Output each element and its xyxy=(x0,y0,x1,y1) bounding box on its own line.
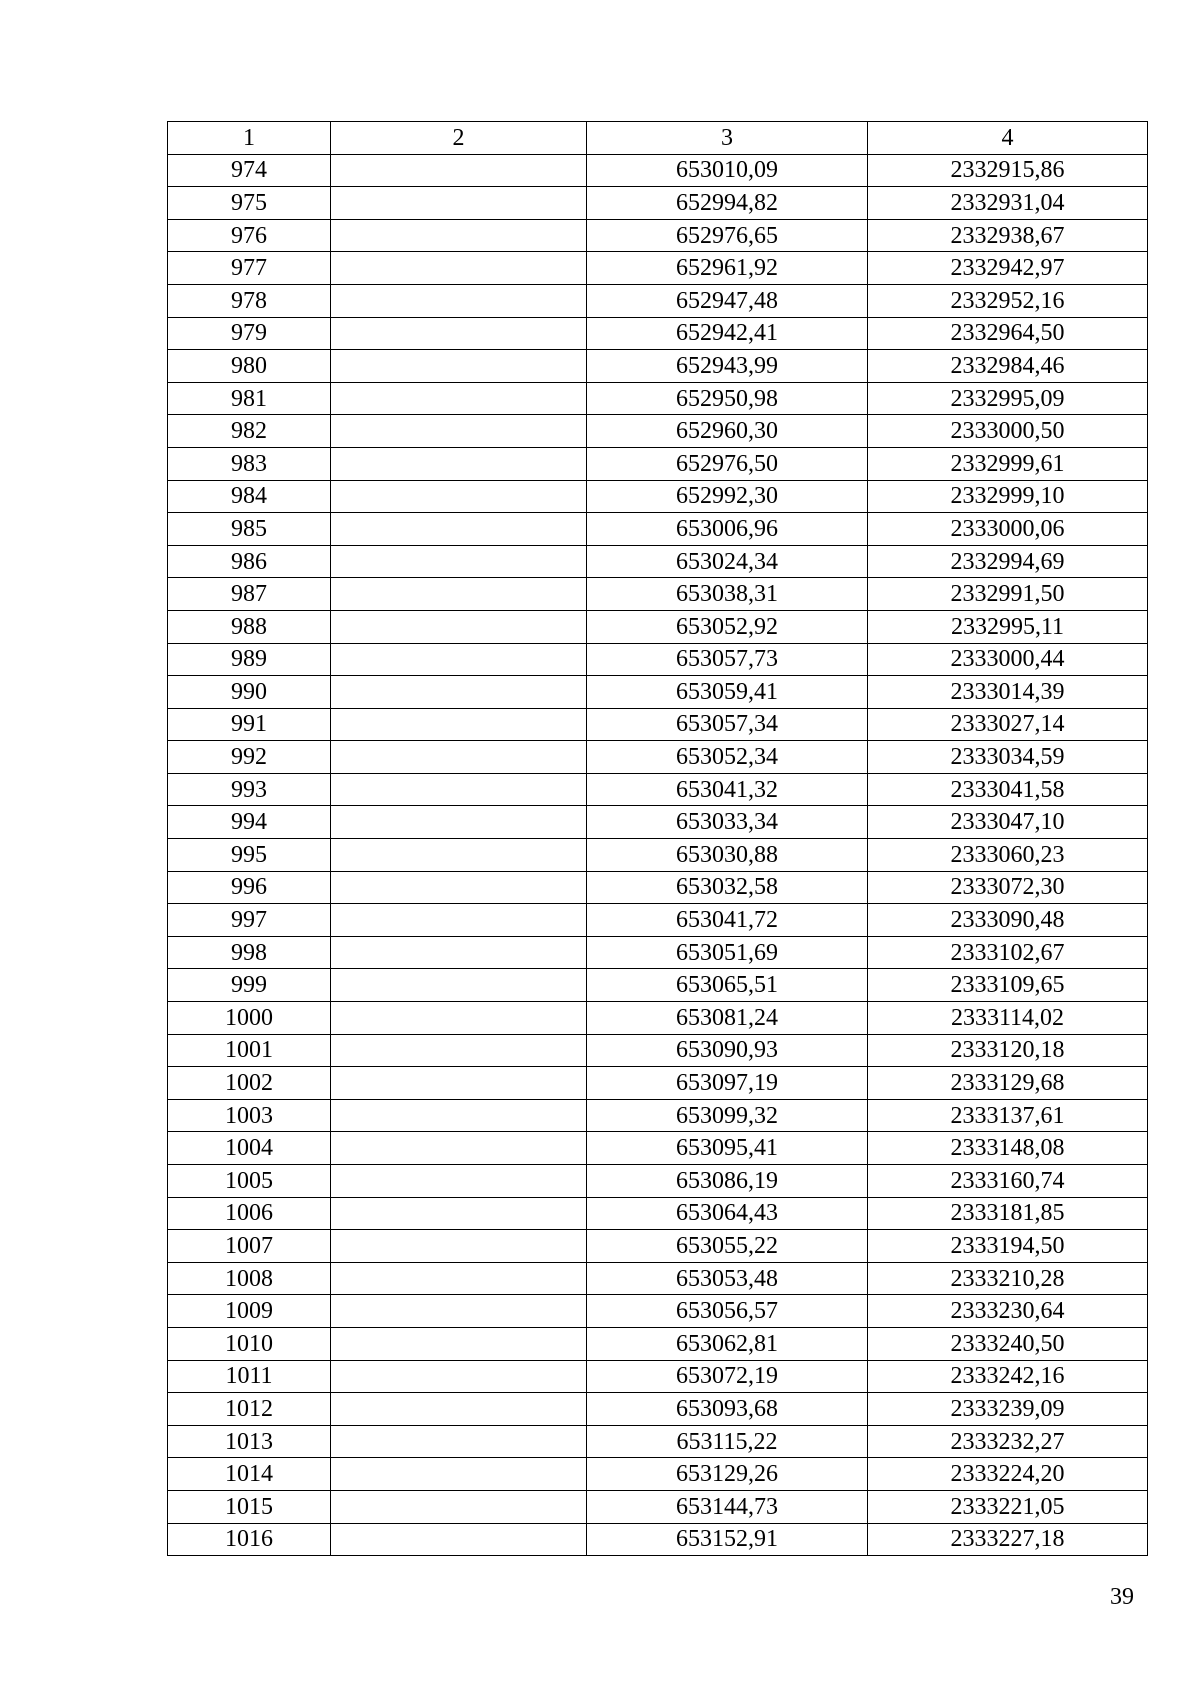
coordinate-y-cell: 2333060,23 xyxy=(868,839,1148,872)
coordinate-y-cell: 2332952,16 xyxy=(868,284,1148,317)
table-row xyxy=(168,936,1148,969)
description-cell xyxy=(331,447,587,480)
coordinate-x-cell: 653090,93 xyxy=(587,1034,868,1067)
coordinate-y-cell: 2332984,46 xyxy=(868,350,1148,383)
table-row xyxy=(168,415,1148,448)
table-row xyxy=(168,1034,1148,1067)
point-number-cell: 996 xyxy=(168,871,331,904)
page-number: 39 xyxy=(1110,1584,1134,1610)
point-number-cell: 985 xyxy=(168,513,331,546)
coordinate-y-cell: 2332991,50 xyxy=(868,578,1148,611)
coordinate-y-cell: 2332915,86 xyxy=(868,154,1148,187)
description-cell xyxy=(331,219,587,252)
description-cell xyxy=(331,545,587,578)
coordinate-y-cell: 2333000,06 xyxy=(868,513,1148,546)
point-number-cell: 982 xyxy=(168,415,331,448)
table-row xyxy=(168,676,1148,709)
coordinate-x-cell: 653006,96 xyxy=(587,513,868,546)
point-number-cell: 988 xyxy=(168,610,331,643)
coordinate-y-cell: 2333232,27 xyxy=(868,1425,1148,1458)
point-number-cell: 991 xyxy=(168,708,331,741)
table-row xyxy=(168,513,1148,546)
coordinate-x-cell: 653144,73 xyxy=(587,1490,868,1523)
coordinate-y-cell: 2333181,85 xyxy=(868,1197,1148,1230)
coordinate-y-cell: 2333230,64 xyxy=(868,1295,1148,1328)
point-number-cell: 975 xyxy=(168,187,331,220)
coordinate-x-cell: 653051,69 xyxy=(587,936,868,969)
table-row xyxy=(168,806,1148,839)
table-row xyxy=(168,1067,1148,1100)
coordinate-x-cell: 653086,19 xyxy=(587,1165,868,1198)
description-cell xyxy=(331,350,587,383)
point-number-cell: 1003 xyxy=(168,1099,331,1132)
coordinate-x-cell: 653033,34 xyxy=(587,806,868,839)
description-cell xyxy=(331,480,587,513)
table-body xyxy=(168,154,1148,1556)
description-cell xyxy=(331,1099,587,1132)
coordinate-y-cell: 2333114,02 xyxy=(868,1002,1148,1035)
description-cell xyxy=(331,871,587,904)
description-cell xyxy=(331,1034,587,1067)
point-number-cell: 1006 xyxy=(168,1197,331,1230)
coordinate-y-cell: 2333148,08 xyxy=(868,1132,1148,1165)
coordinate-x-cell: 653056,57 xyxy=(587,1295,868,1328)
coordinates-table xyxy=(167,121,1148,1556)
coordinate-x-cell: 653152,91 xyxy=(587,1523,868,1556)
coordinate-y-cell: 2332964,50 xyxy=(868,317,1148,350)
point-number-cell: 1002 xyxy=(168,1067,331,1100)
table-row xyxy=(168,350,1148,383)
coordinate-y-cell: 2332995,11 xyxy=(868,610,1148,643)
coordinate-x-cell: 653099,32 xyxy=(587,1099,868,1132)
coordinate-y-cell: 2333224,20 xyxy=(868,1458,1148,1491)
table-row xyxy=(168,904,1148,937)
coordinate-x-cell: 653095,41 xyxy=(587,1132,868,1165)
point-number-cell: 977 xyxy=(168,252,331,285)
coordinate-x-cell: 652976,65 xyxy=(587,219,868,252)
description-cell xyxy=(331,1132,587,1165)
point-number-cell: 1005 xyxy=(168,1165,331,1198)
description-cell xyxy=(331,643,587,676)
point-number-cell: 979 xyxy=(168,317,331,350)
table-row xyxy=(168,1327,1148,1360)
column-header-4: 4 xyxy=(868,122,1148,155)
point-number-cell: 1007 xyxy=(168,1230,331,1263)
coordinate-x-cell: 653041,32 xyxy=(587,773,868,806)
point-number-cell: 990 xyxy=(168,676,331,709)
column-header-1: 1 xyxy=(168,122,331,155)
column-header-2: 2 xyxy=(331,122,587,155)
table-row xyxy=(168,284,1148,317)
coordinate-y-cell: 2333227,18 xyxy=(868,1523,1148,1556)
coordinate-y-cell: 2332942,97 xyxy=(868,252,1148,285)
description-cell xyxy=(331,578,587,611)
description-cell xyxy=(331,610,587,643)
description-cell xyxy=(331,1327,587,1360)
description-cell xyxy=(331,1002,587,1035)
description-cell xyxy=(331,252,587,285)
coordinate-x-cell: 653055,22 xyxy=(587,1230,868,1263)
point-number-cell: 1008 xyxy=(168,1262,331,1295)
description-cell xyxy=(331,317,587,350)
coordinate-y-cell: 2333000,44 xyxy=(868,643,1148,676)
point-number-cell: 1015 xyxy=(168,1490,331,1523)
point-number-cell: 978 xyxy=(168,284,331,317)
point-number-cell: 987 xyxy=(168,578,331,611)
coordinate-x-cell: 653053,48 xyxy=(587,1262,868,1295)
coordinate-x-cell: 652976,50 xyxy=(587,447,868,480)
table-row xyxy=(168,545,1148,578)
table-row xyxy=(168,1425,1148,1458)
description-cell xyxy=(331,1360,587,1393)
point-number-cell: 1011 xyxy=(168,1360,331,1393)
table-row xyxy=(168,1165,1148,1198)
description-cell xyxy=(331,806,587,839)
description-cell xyxy=(331,936,587,969)
description-cell xyxy=(331,284,587,317)
coordinate-y-cell: 2332931,04 xyxy=(868,187,1148,220)
description-cell xyxy=(331,1523,587,1556)
point-number-cell: 993 xyxy=(168,773,331,806)
point-number-cell: 998 xyxy=(168,936,331,969)
coordinate-y-cell: 2332995,09 xyxy=(868,382,1148,415)
point-number-cell: 995 xyxy=(168,839,331,872)
description-cell xyxy=(331,1197,587,1230)
table-row xyxy=(168,1262,1148,1295)
coordinate-y-cell: 2333102,67 xyxy=(868,936,1148,969)
description-cell xyxy=(331,1425,587,1458)
table-row xyxy=(168,252,1148,285)
coordinate-x-cell: 653065,51 xyxy=(587,969,868,1002)
table-row xyxy=(168,1360,1148,1393)
point-number-cell: 992 xyxy=(168,741,331,774)
coordinate-x-cell: 652961,92 xyxy=(587,252,868,285)
coordinate-x-cell: 652947,48 xyxy=(587,284,868,317)
point-number-cell: 983 xyxy=(168,447,331,480)
coordinate-y-cell: 2333194,50 xyxy=(868,1230,1148,1263)
description-cell xyxy=(331,187,587,220)
table-row xyxy=(168,773,1148,806)
table-row xyxy=(168,219,1148,252)
coordinate-x-cell: 653064,43 xyxy=(587,1197,868,1230)
table-row xyxy=(168,1523,1148,1556)
point-number-cell: 997 xyxy=(168,904,331,937)
point-number-cell: 1009 xyxy=(168,1295,331,1328)
coordinate-x-cell: 653062,81 xyxy=(587,1327,868,1360)
point-number-cell: 989 xyxy=(168,643,331,676)
table-row xyxy=(168,708,1148,741)
coordinate-x-cell: 653038,31 xyxy=(587,578,868,611)
description-cell xyxy=(331,1165,587,1198)
table-row xyxy=(168,871,1148,904)
table-row xyxy=(168,1197,1148,1230)
point-number-cell: 1010 xyxy=(168,1327,331,1360)
table-row xyxy=(168,839,1148,872)
column-header-3: 3 xyxy=(587,122,868,155)
description-cell xyxy=(331,1490,587,1523)
table-row xyxy=(168,1002,1148,1035)
coordinate-x-cell: 653024,34 xyxy=(587,545,868,578)
description-cell xyxy=(331,773,587,806)
coordinate-x-cell: 653041,72 xyxy=(587,904,868,937)
coordinate-y-cell: 2333014,39 xyxy=(868,676,1148,709)
point-number-cell: 1001 xyxy=(168,1034,331,1067)
table-row xyxy=(168,1393,1148,1426)
coordinate-y-cell: 2333000,50 xyxy=(868,415,1148,448)
description-cell xyxy=(331,1262,587,1295)
coordinate-y-cell: 2333221,05 xyxy=(868,1490,1148,1523)
coordinate-y-cell: 2333072,30 xyxy=(868,871,1148,904)
coordinate-x-cell: 653115,22 xyxy=(587,1425,868,1458)
point-number-cell: 981 xyxy=(168,382,331,415)
description-cell xyxy=(331,415,587,448)
coordinate-y-cell: 2333120,18 xyxy=(868,1034,1148,1067)
point-number-cell: 1004 xyxy=(168,1132,331,1165)
table-row xyxy=(168,1490,1148,1523)
coordinate-x-cell: 653097,19 xyxy=(587,1067,868,1100)
description-cell xyxy=(331,741,587,774)
description-cell xyxy=(331,513,587,546)
coordinate-x-cell: 653057,34 xyxy=(587,708,868,741)
point-number-cell: 994 xyxy=(168,806,331,839)
table-row xyxy=(168,1230,1148,1263)
point-number-cell: 999 xyxy=(168,969,331,1002)
coordinate-y-cell: 2333041,58 xyxy=(868,773,1148,806)
coordinate-y-cell: 2332938,67 xyxy=(868,219,1148,252)
description-cell xyxy=(331,839,587,872)
coordinate-y-cell: 2333160,74 xyxy=(868,1165,1148,1198)
coordinate-x-cell: 653059,41 xyxy=(587,676,868,709)
coordinate-y-cell: 2333239,09 xyxy=(868,1393,1148,1426)
coordinate-x-cell: 652942,41 xyxy=(587,317,868,350)
table-row xyxy=(168,317,1148,350)
coordinate-y-cell: 2333129,68 xyxy=(868,1067,1148,1100)
coordinate-x-cell: 653052,92 xyxy=(587,610,868,643)
point-number-cell: 1012 xyxy=(168,1393,331,1426)
coordinate-x-cell: 652943,99 xyxy=(587,350,868,383)
point-number-cell: 984 xyxy=(168,480,331,513)
coordinate-x-cell: 653030,88 xyxy=(587,839,868,872)
point-number-cell: 1014 xyxy=(168,1458,331,1491)
coordinate-y-cell: 2333027,14 xyxy=(868,708,1148,741)
coordinate-x-cell: 652960,30 xyxy=(587,415,868,448)
table-row xyxy=(168,382,1148,415)
description-cell xyxy=(331,1393,587,1426)
description-cell xyxy=(331,1067,587,1100)
coordinate-y-cell: 2333210,28 xyxy=(868,1262,1148,1295)
table-row xyxy=(168,1295,1148,1328)
coordinate-x-cell: 653081,24 xyxy=(587,1002,868,1035)
description-cell xyxy=(331,708,587,741)
coordinate-x-cell: 652992,30 xyxy=(587,480,868,513)
coordinate-y-cell: 2332999,61 xyxy=(868,447,1148,480)
point-number-cell: 980 xyxy=(168,350,331,383)
description-cell xyxy=(331,1295,587,1328)
table-row xyxy=(168,187,1148,220)
table-row xyxy=(168,643,1148,676)
coordinate-y-cell: 2333109,65 xyxy=(868,969,1148,1002)
description-cell xyxy=(331,1230,587,1263)
coordinate-x-cell: 653072,19 xyxy=(587,1360,868,1393)
point-number-cell: 1016 xyxy=(168,1523,331,1556)
coordinate-y-cell: 2333242,16 xyxy=(868,1360,1148,1393)
coordinate-x-cell: 653052,34 xyxy=(587,741,868,774)
coordinate-y-cell: 2332994,69 xyxy=(868,545,1148,578)
coordinate-x-cell: 653129,26 xyxy=(587,1458,868,1491)
point-number-cell: 974 xyxy=(168,154,331,187)
coordinate-y-cell: 2333240,50 xyxy=(868,1327,1148,1360)
table-row xyxy=(168,447,1148,480)
description-cell xyxy=(331,382,587,415)
point-number-cell: 1013 xyxy=(168,1425,331,1458)
table-row xyxy=(168,154,1148,187)
table-row xyxy=(168,1458,1148,1491)
point-number-cell: 1000 xyxy=(168,1002,331,1035)
coordinate-y-cell: 2333090,48 xyxy=(868,904,1148,937)
coordinate-x-cell: 653032,58 xyxy=(587,871,868,904)
coordinate-y-cell: 2333034,59 xyxy=(868,741,1148,774)
coordinate-x-cell: 653093,68 xyxy=(587,1393,868,1426)
table-header xyxy=(168,122,1148,155)
coordinate-x-cell: 652950,98 xyxy=(587,382,868,415)
coordinate-y-cell: 2333137,61 xyxy=(868,1099,1148,1132)
coordinate-y-cell: 2333047,10 xyxy=(868,806,1148,839)
description-cell xyxy=(331,154,587,187)
table-row xyxy=(168,610,1148,643)
header-row xyxy=(168,122,1148,155)
table-row xyxy=(168,1132,1148,1165)
coordinate-x-cell: 653010,09 xyxy=(587,154,868,187)
table-row xyxy=(168,480,1148,513)
table-row xyxy=(168,578,1148,611)
description-cell xyxy=(331,904,587,937)
description-cell xyxy=(331,969,587,1002)
point-number-cell: 986 xyxy=(168,545,331,578)
description-cell xyxy=(331,676,587,709)
coordinate-y-cell: 2332999,10 xyxy=(868,480,1148,513)
table-row xyxy=(168,969,1148,1002)
coordinate-x-cell: 652994,82 xyxy=(587,187,868,220)
table-row xyxy=(168,741,1148,774)
point-number-cell: 976 xyxy=(168,219,331,252)
description-cell xyxy=(331,1458,587,1491)
table-row xyxy=(168,1099,1148,1132)
coordinate-x-cell: 653057,73 xyxy=(587,643,868,676)
